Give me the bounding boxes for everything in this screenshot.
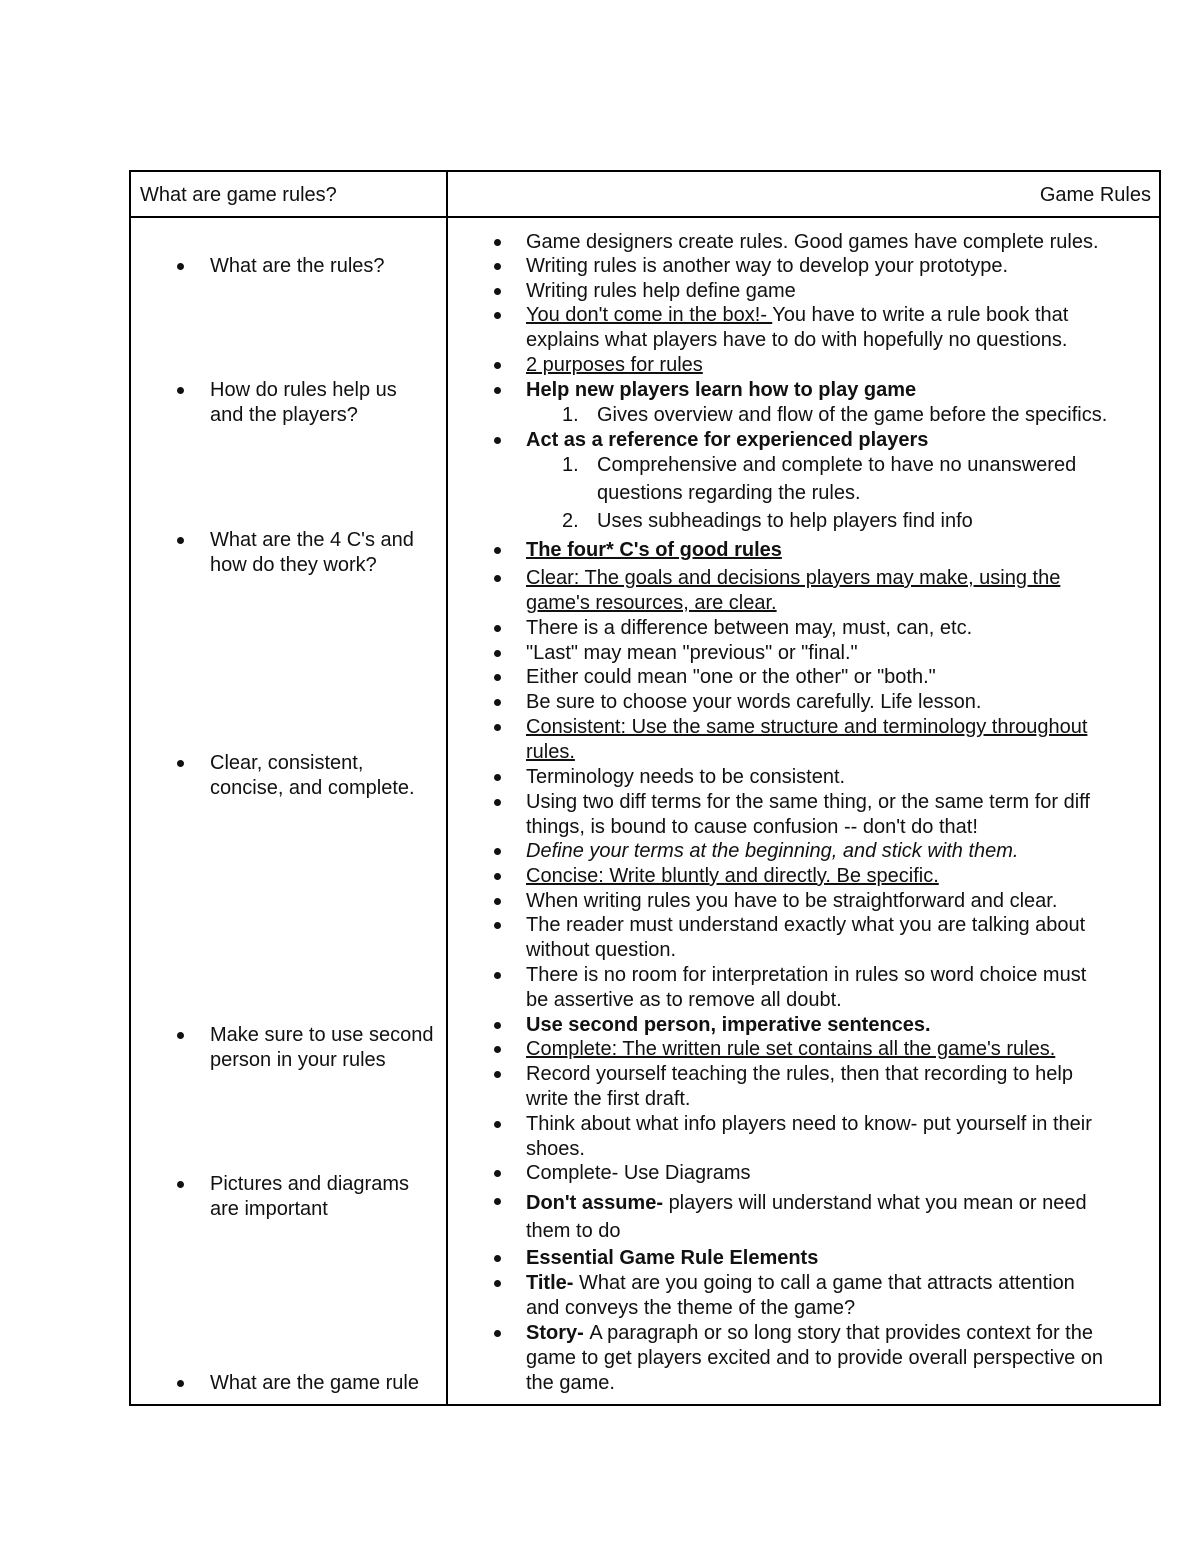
rule-item: Writing rules is another way to develop your prototype. (526, 254, 1156, 279)
rule-item: Concise: Write bluntly and directly. Be specific. (526, 864, 1156, 889)
question-item: Pictures and diagrams are important (210, 1172, 435, 1221)
rule-item: Act as a reference for experienced players (526, 428, 1156, 453)
numbered-item: 1. Gives overview and flow of the game before the specifics. (562, 404, 1108, 426)
column-divider (446, 172, 448, 1404)
rule-item: Be sure to choose your words carefully. Life lesson. (526, 690, 1156, 715)
question-item: What are the 4 C's and how do they work? (210, 528, 435, 577)
question-item: Make sure to use second person in your rules (210, 1024, 434, 1071)
rule-item: Complete- Use Diagrams (526, 1161, 1156, 1186)
rule-item: Writing rules help define game (526, 279, 1156, 304)
rule-item: Define your terms at the beginning, and stick with them. (526, 839, 1156, 864)
rule-item: The reader must understand exactly what you are talking about without question. (526, 913, 1156, 963)
rule-item: Essential Game Rule Elements (526, 1246, 1156, 1271)
rule-item: There is no room for interpretation in rules so word choice must be assertive as to remove all doubt. (526, 963, 1156, 1013)
rule-item: There is a difference between may, must, can, etc. (526, 616, 1156, 641)
header-right-cell: Game Rules (1039, 184, 1151, 206)
header-left-cell: What are game rules? (140, 184, 337, 206)
rule-item: Title- What are you going to call a game that attracts attention and conveys the theme of the game? (526, 1271, 1156, 1321)
rule-item: 2 purposes for rules (526, 353, 1156, 378)
question-item: How do rules help us and the players? (210, 378, 435, 427)
rule-item: You don't come in the box!- You have to write a rule book that explains what players have to do with hopefully no questions. (526, 303, 1156, 353)
rule-item: Use second person, imperative sentences. (526, 1013, 1156, 1038)
rule-item: Record yourself teaching the rules, then that recording to help write the first draft. (526, 1062, 1156, 1112)
rule-item: The four* C's of good rules (526, 538, 1156, 563)
rule-item: "Last" may mean "previous" or "final." (526, 641, 1156, 666)
rule-item: Game designers create rules. Good games have complete rules. (526, 230, 1156, 255)
rule-item: Terminology needs to be consistent. (526, 765, 1156, 790)
rule-item: Story- A paragraph or so long story that provides context for the game to get players excited and to provide overall perspective on the game. (526, 1321, 1156, 1395)
question-item: Clear, consistent, concise, and complete. (210, 751, 435, 800)
header-divider (131, 216, 1159, 218)
rule-item: Consistent: Use the same structure and terminology throughout rules. (526, 715, 1156, 765)
rule-item: Help new players learn how to play game (526, 378, 1156, 403)
question-item: What are the rules? (210, 254, 435, 279)
rule-item: When writing rules you have to be straightforward and clear. (526, 889, 1156, 914)
rule-item: Either could mean "one or the other" or "both." (526, 665, 1156, 690)
rule-item: Don't assume- players will understand what you mean or need them to do (526, 1189, 1156, 1245)
question-item: What are the game rule (210, 1371, 435, 1396)
rule-item: Using two diff terms for the same thing, or the same term for diff things, is bound to cause confusion -- don't do that! (526, 790, 1156, 840)
numbered-item: 2. Uses subheadings to help players find info (562, 510, 973, 532)
numbered-item: 1. Comprehensive and complete to have no unanswered questions regarding the rules. (562, 454, 1077, 504)
rule-item: Clear: The goals and decisions players may make, using the game's resources, are clear. (526, 566, 1156, 616)
rule-item: Complete: The written rule set contains all the game's rules. (526, 1037, 1156, 1062)
rule-item: Think about what info players need to know- put yourself in their shoes. (526, 1112, 1156, 1162)
